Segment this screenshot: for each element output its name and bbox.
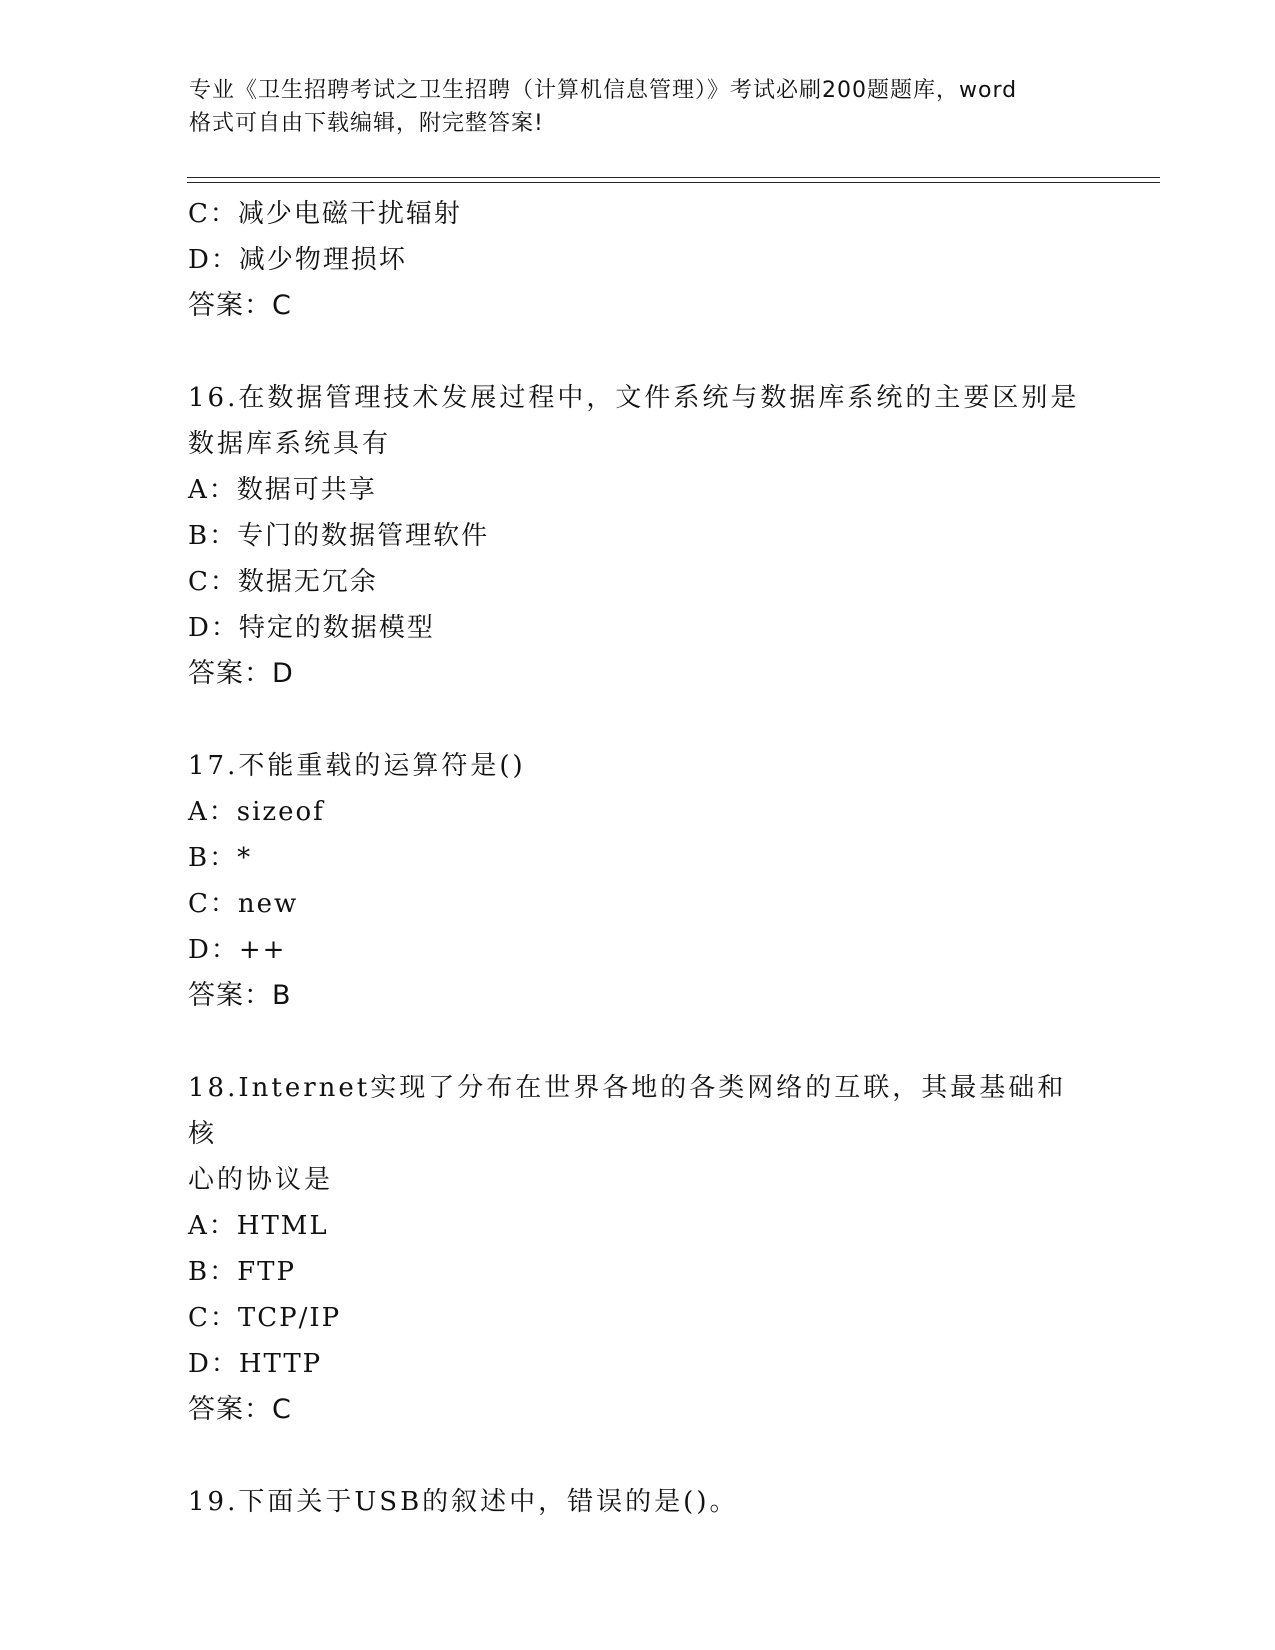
question-19	[188, 1479, 1088, 1525]
document-header	[189, 74, 1089, 140]
previous-question-tail	[188, 191, 1088, 329]
option-b: B：*	[188, 843, 253, 873]
option-c: C：减少电磁干扰辐射	[188, 199, 462, 229]
answer-line: 答案：C	[188, 1394, 292, 1425]
question-17-text	[188, 743, 1088, 789]
question-18-text	[188, 1065, 1088, 1203]
question-text-line: 19.下面关于USB的叙述中，错误的是()。	[188, 1487, 739, 1517]
question-text-line: 16.在数据管理技术发展过程中，文件系统与数据库系统的主要区别是	[188, 383, 1080, 413]
header-divider-bottom	[187, 182, 1160, 183]
option-a: A：sizeof	[188, 797, 325, 827]
header-title-line-2: 格式可自由下载编辑，附完整答案!	[189, 111, 544, 136]
question-text-line: 17.不能重载的运算符是()	[188, 751, 526, 781]
question-list	[188, 191, 1088, 1525]
option-c: C：new	[188, 889, 299, 919]
option-a: A：数据可共享	[188, 475, 377, 505]
option-a: A：HTML	[188, 1211, 329, 1241]
option-d: D：++	[188, 935, 287, 965]
option-d: D：减少物理损坏	[188, 245, 407, 275]
option-b: B：专门的数据管理软件	[188, 521, 490, 551]
question-16	[188, 375, 1088, 697]
question-18	[188, 1065, 1088, 1433]
question-text-line: 18.Internet实现了分布在世界各地的各类网络的互联，其最基础和核	[188, 1073, 1067, 1149]
question-text-line: 心的协议是	[188, 1165, 334, 1195]
question-text-line: 数据库系统具有	[188, 429, 392, 459]
header-divider-top	[187, 177, 1160, 178]
option-c: C：数据无冗余	[188, 567, 378, 597]
answer-line: 答案：C	[188, 290, 292, 321]
question-19-text	[188, 1479, 1088, 1525]
answer-line: 答案：B	[188, 980, 292, 1011]
answer-line: 答案：D	[188, 658, 294, 689]
option-c: C：TCP/IP	[188, 1303, 342, 1333]
option-b: B：FTP	[188, 1257, 296, 1287]
header-title-line-1: 专业《卫生招聘考试之卫生招聘（计算机信息管理）》考试必刷200题题库，word	[189, 78, 1018, 103]
option-d: D：特定的数据模型	[188, 613, 435, 643]
question-17	[188, 743, 1088, 1019]
question-16-text	[188, 375, 1088, 467]
option-d: D：HTTP	[188, 1349, 323, 1379]
